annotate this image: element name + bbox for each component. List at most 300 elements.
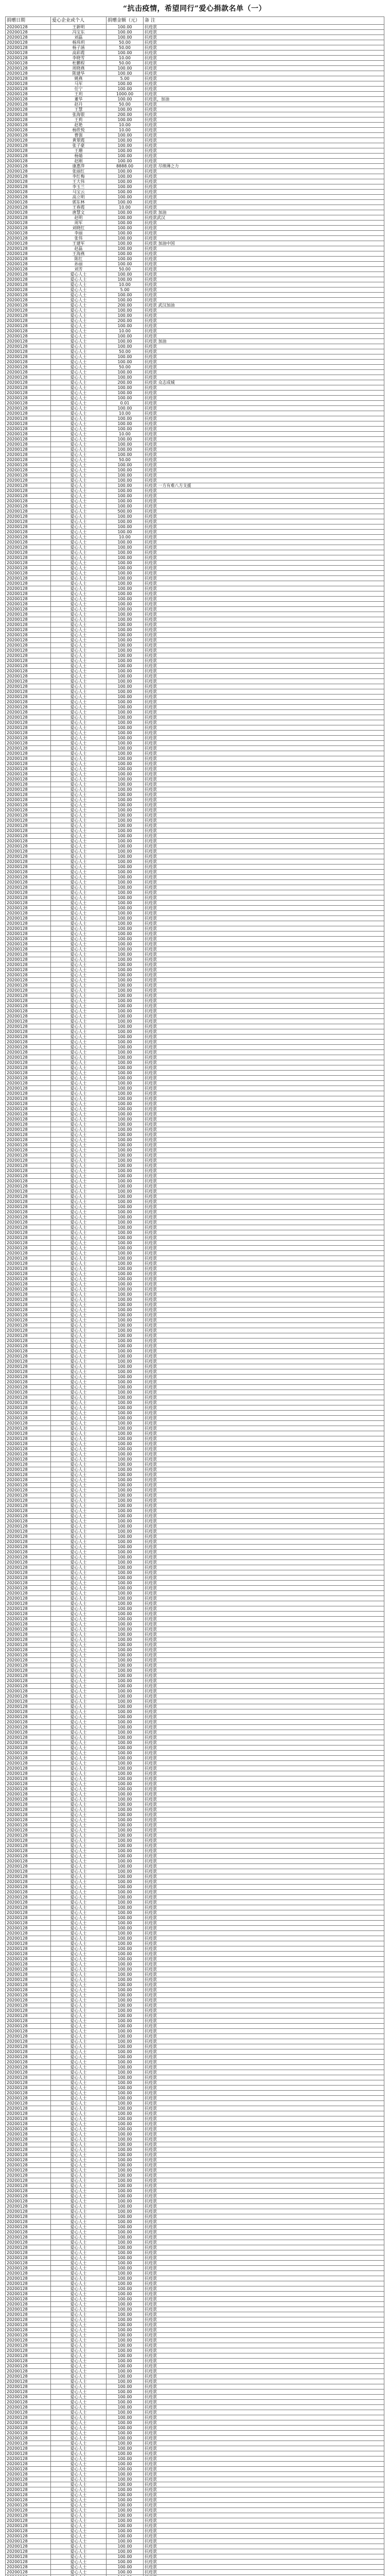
cell-note: 抗疫款 (144, 633, 384, 638)
cell-note: 抗疫款 (144, 56, 384, 61)
cell-amount: 100.00 (107, 2297, 144, 2302)
cell-donor: 爱心人士 (51, 1833, 107, 1838)
cell-date: 20200128 (6, 1400, 51, 1405)
cell-note: 抗疫款，加油 (144, 97, 384, 102)
cell-note: 抗疫款 (144, 931, 384, 937)
table-row (6, 586, 384, 591)
cell-note: 抗疫款 (144, 468, 384, 473)
table-row (6, 1658, 384, 1663)
cell-donor: 爱心人士 (51, 1715, 107, 1720)
table-row (6, 1493, 384, 1498)
cell-date: 20200128 (6, 2065, 51, 2070)
cell-amount: 100.00 (107, 772, 144, 777)
cell-date: 20200128 (6, 2565, 51, 2570)
table-row (6, 1333, 384, 1338)
cell-date: 20200128 (6, 1812, 51, 1818)
table-row (6, 792, 384, 798)
cell-donor: 爱心人士 (51, 1622, 107, 1627)
cell-donor: 爱心人士 (51, 1632, 107, 1637)
cell-note: 抗疫款 (144, 2570, 384, 2575)
cell-donor: 爱心人士 (51, 1766, 107, 1771)
cell-date: 20200128 (6, 849, 51, 854)
cell-donor: 爱心人士 (51, 2405, 107, 2410)
cell-amount: 100.00 (107, 468, 144, 473)
cell-date: 20200128 (6, 442, 51, 447)
cell-date: 20200128 (6, 643, 51, 648)
cell-donor: 爱心人士 (51, 1560, 107, 1565)
cell-note: 抗疫款 (144, 2049, 384, 2055)
cell-note: 抗疫款 (144, 880, 384, 885)
cell-donor: 爱心人士 (51, 803, 107, 808)
cell-date: 20200128 (6, 210, 51, 215)
table-row (6, 1199, 384, 1205)
cell-note: 抗疫款 (144, 277, 384, 282)
cell-donor: 爱心人士 (51, 2137, 107, 2142)
cell-amount: 50.00 (107, 365, 144, 370)
cell-donor: 马宝云 (51, 190, 107, 195)
table-row (6, 2539, 384, 2544)
cell-note: 抗疫款 (144, 488, 384, 494)
cell-donor: 爱心人士 (51, 1673, 107, 1679)
table-row (6, 1338, 384, 1344)
cell-donor: 爱心人士 (51, 1127, 107, 1132)
table-row (6, 463, 384, 468)
table-row (6, 1828, 384, 1833)
cell-donor: 爱心人士 (51, 1220, 107, 1225)
cell-donor: 爱心人士 (51, 324, 107, 329)
table-row (6, 2158, 384, 2163)
cell-note: 抗疫款 (144, 1952, 384, 1957)
cell-amount: 100.00 (107, 452, 144, 457)
cell-date: 20200128 (6, 174, 51, 179)
cell-note: 抗疫款 (144, 2199, 384, 2204)
cell-note: 抗疫款 (144, 1225, 384, 1230)
cell-donor: 爱心人士 (51, 1591, 107, 1596)
cell-date: 20200128 (6, 1575, 51, 1581)
cell-date: 20200128 (6, 2405, 51, 2410)
cell-date: 20200128 (6, 1751, 51, 1756)
cell-date: 20200128 (6, 1266, 51, 1272)
cell-amount: 100.00 (107, 2570, 144, 2575)
cell-date: 20200128 (6, 2003, 51, 2008)
cell-amount: 100.00 (107, 1390, 144, 1395)
table-row (6, 1040, 384, 1045)
table-row (6, 813, 384, 818)
cell-amount: 100.00 (107, 530, 144, 535)
cell-amount: 100.00 (107, 1478, 144, 1483)
cell-date: 20200128 (6, 1107, 51, 1112)
cell-date: 20200128 (6, 890, 51, 895)
cell-note: 抗疫款 (144, 1215, 384, 1220)
cell-amount: 10.00 (107, 432, 144, 437)
table-row (6, 2091, 384, 2096)
cell-date: 20200128 (6, 1936, 51, 1941)
cell-amount: 100.00 (107, 561, 144, 566)
cell-date: 20200128 (6, 2075, 51, 2080)
table-row (6, 2446, 384, 2451)
cell-donor: 爱心人士 (51, 2487, 107, 2493)
cell-donor: 爱心人士 (51, 901, 107, 906)
cell-date: 20200128 (6, 2225, 51, 2230)
cell-note: 抗疫款 (144, 2317, 384, 2323)
cell-amount: 100.00 (107, 2292, 144, 2297)
table-row (6, 798, 384, 803)
cell-amount: 200.00 (107, 318, 144, 324)
cell-date: 20200128 (6, 2147, 51, 2153)
table-row (6, 432, 384, 437)
table-row (6, 1184, 384, 1189)
table-row (6, 262, 384, 267)
table-row (6, 81, 384, 87)
cell-amount: 100.00 (107, 1421, 144, 1426)
cell-note: 抗疫款 (144, 767, 384, 772)
cell-donor: 爱心人士 (51, 1467, 107, 1472)
table-row (6, 452, 384, 457)
cell-amount: 100.00 (107, 195, 144, 200)
cell-donor: 爱心人士 (51, 581, 107, 586)
cell-date: 20200128 (6, 2111, 51, 2116)
table-row (6, 1035, 384, 1040)
table-row (6, 2513, 384, 2518)
cell-date: 20200128 (6, 998, 51, 1004)
cell-amount: 5.00 (107, 287, 144, 293)
cell-amount: 100.00 (107, 839, 144, 844)
cell-date: 20200128 (6, 1910, 51, 1916)
cell-date: 20200128 (6, 313, 51, 318)
cell-date: 20200128 (6, 2518, 51, 2523)
cell-date: 20200128 (6, 1277, 51, 1282)
table-row (6, 1797, 384, 1802)
table-row (6, 2317, 384, 2323)
cell-note: 抗疫款 (144, 1524, 384, 1529)
cell-donor: 爱心人士 (51, 2163, 107, 2168)
cell-note: 抗疫款 (144, 2508, 384, 2513)
table-body (6, 25, 384, 2576)
cell-date: 20200128 (6, 1797, 51, 1802)
cell-donor: 爱心人士 (51, 1745, 107, 1751)
cell-note: 抗疫款 (144, 231, 384, 236)
cell-amount: 100.00 (107, 1632, 144, 1637)
table-row (6, 1715, 384, 1720)
cell-donor: 爱心人士 (51, 391, 107, 396)
cell-amount: 100.00 (107, 2565, 144, 2570)
cell-amount: 100.00 (107, 251, 144, 257)
cell-donor: 爱心人士 (51, 1679, 107, 1684)
table-row (6, 576, 384, 581)
cell-amount: 100.00 (107, 447, 144, 452)
cell-note: 抗疫款 (144, 61, 384, 66)
cell-donor: 爱心人士 (51, 1493, 107, 1498)
cell-note: 抗疫款 (144, 1235, 384, 1241)
cell-amount: 50.00 (107, 61, 144, 66)
cell-amount: 50.00 (107, 267, 144, 272)
cell-donor: 爱心人士 (51, 318, 107, 324)
cell-donor: 爱心人士 (51, 2472, 107, 2477)
cell-date: 20200128 (6, 365, 51, 370)
cell-amount: 100.00 (107, 1004, 144, 1009)
cell-note: 抗疫款 (144, 2060, 384, 2065)
cell-note: 抗疫款 (144, 653, 384, 658)
cell-donor: 爱心人士 (51, 2116, 107, 2122)
cell-note: 抗疫款 (144, 1570, 384, 1575)
cell-donor: 爱心人士 (51, 1936, 107, 1941)
cell-donor: 爱心人士 (51, 432, 107, 437)
cell-donor: 爱心人士 (51, 669, 107, 674)
cell-amount: 100.00 (107, 1035, 144, 1040)
cell-date: 20200128 (6, 1369, 51, 1375)
table-row (6, 597, 384, 602)
cell-date: 20200128 (6, 1771, 51, 1776)
cell-date: 20200128 (6, 664, 51, 669)
cell-note: 抗疫款 (144, 1668, 384, 1673)
cell-amount: 100.00 (107, 1488, 144, 1493)
cell-note: 抗疫款 加油中国 (144, 241, 384, 246)
cell-donor: 爱心人士 (51, 679, 107, 684)
cell-donor: 爱心人士 (51, 1606, 107, 1612)
table-row (6, 1921, 384, 1926)
cell-amount: 100.00 (107, 2369, 144, 2374)
cell-note: 抗疫款 (144, 107, 384, 112)
cell-amount: 200.00 (107, 303, 144, 308)
cell-note: 抗疫款 (144, 1241, 384, 1246)
cell-amount: 100.00 (107, 2122, 144, 2127)
cell-note: 抗疫款 (144, 2328, 384, 2333)
cell-note: 抗疫款 (144, 818, 384, 823)
table-row (6, 344, 384, 349)
cell-amount: 100.00 (107, 1617, 144, 1622)
table-row (6, 2075, 384, 2080)
cell-donor: 爱心人士 (51, 2415, 107, 2420)
table-row (6, 128, 384, 133)
cell-amount: 100.00 (107, 2338, 144, 2343)
cell-date: 20200128 (6, 1488, 51, 1493)
cell-amount: 100.00 (107, 622, 144, 628)
cell-note: 抗疫款 (144, 2137, 384, 2142)
cell-donor: 爱心人士 (51, 968, 107, 973)
cell-amount: 100.00 (107, 628, 144, 633)
cell-amount: 100.00 (107, 1189, 144, 1194)
cell-date: 20200128 (6, 973, 51, 978)
cell-date: 20200128 (6, 1684, 51, 1689)
cell-amount: 100.00 (107, 591, 144, 597)
table-row (6, 1843, 384, 1849)
cell-note: 抗疫款 (144, 416, 384, 421)
table-row (6, 370, 384, 375)
table-row (6, 890, 384, 895)
cell-donor: 爱心人士 (51, 653, 107, 658)
cell-note: 抗疫款 (144, 1807, 384, 1812)
cell-note: 抗疫款 (144, 792, 384, 798)
cell-date: 20200128 (6, 1833, 51, 1838)
cell-donor: 爱心人士 (51, 1962, 107, 1967)
cell-date: 20200128 (6, 205, 51, 210)
cell-date: 20200128 (6, 1658, 51, 1663)
cell-amount: 100.00 (107, 1349, 144, 1354)
cell-date: 20200128 (6, 1225, 51, 1230)
table-row (6, 782, 384, 787)
cell-amount: 100.00 (107, 684, 144, 689)
cell-amount: 100.00 (107, 1009, 144, 1014)
cell-donor: 爱心人士 (51, 921, 107, 926)
cell-date: 20200128 (6, 2523, 51, 2529)
cell-note: 抗疫款 (144, 591, 384, 597)
table-row (6, 664, 384, 669)
cell-amount: 100.00 (107, 957, 144, 962)
cell-amount: 100.00 (107, 71, 144, 76)
cell-date: 20200128 (6, 2415, 51, 2420)
cell-amount: 100.00 (107, 1622, 144, 1627)
cell-donor: 爱心人士 (51, 2096, 107, 2101)
cell-date: 20200128 (6, 1313, 51, 1318)
table-row (6, 117, 384, 123)
cell-donor: 爱心人士 (51, 1931, 107, 1936)
cell-date: 20200128 (6, 1395, 51, 1400)
cell-amount: 100.00 (107, 612, 144, 617)
cell-date: 20200128 (6, 437, 51, 442)
table-row (6, 942, 384, 947)
cell-note: 抗疫款 (144, 1828, 384, 1833)
cell-note: 抗疫款 (144, 1493, 384, 1498)
cell-donor: 爱心人士 (51, 911, 107, 916)
cell-date: 20200128 (6, 370, 51, 375)
cell-donor: 爱心人士 (51, 401, 107, 406)
table-row (6, 952, 384, 957)
cell-donor: 爱心人士 (51, 2127, 107, 2132)
cell-date: 20200128 (6, 396, 51, 401)
cell-note: 抗疫款 (144, 2462, 384, 2467)
cell-note: 抗疫款 (144, 205, 384, 210)
cell-donor: 杨欣悦 (51, 128, 107, 133)
table-row (6, 313, 384, 318)
cell-date: 20200128 (6, 2158, 51, 2163)
cell-date: 20200128 (6, 215, 51, 221)
cell-donor: 爱心人士 (51, 1333, 107, 1338)
cell-date: 20200128 (6, 2389, 51, 2395)
cell-amount: 100.00 (107, 1241, 144, 1246)
cell-amount: 100.00 (107, 2235, 144, 2240)
cell-date: 20200128 (6, 92, 51, 97)
cell-note: 抗疫款 (144, 1112, 384, 1117)
cell-amount: 100.00 (107, 1890, 144, 1895)
cell-date: 20200128 (6, 803, 51, 808)
cell-donor: 爱心人士 (51, 813, 107, 818)
cell-donor: 爱心人士 (51, 2369, 107, 2374)
cell-note: 抗疫款 (144, 834, 384, 839)
table-row (6, 1071, 384, 1076)
cell-note: 抗疫款 (144, 494, 384, 499)
table-row (6, 1313, 384, 1318)
cell-date: 20200128 (6, 1251, 51, 1256)
table-row (6, 1385, 384, 1390)
cell-date: 20200128 (6, 1060, 51, 1065)
cell-note: 抗疫款 (144, 2456, 384, 2462)
cell-donor: 赵艳 (51, 123, 107, 128)
cell-amount: 100.00 (107, 2374, 144, 2379)
cell-donor: 爱心人士 (51, 1586, 107, 1591)
cell-amount: 100.00 (107, 1534, 144, 1539)
cell-amount: 100.00 (107, 2426, 144, 2431)
cell-amount: 100.00 (107, 1586, 144, 1591)
cell-note: 抗疫款 (144, 2292, 384, 2297)
table-row (6, 164, 384, 169)
table-row (6, 1272, 384, 1277)
table-row (6, 1524, 384, 1529)
table-row (6, 2163, 384, 2168)
table-row (6, 591, 384, 597)
table-row (6, 1529, 384, 1534)
cell-amount: 100.00 (107, 803, 144, 808)
table-row (6, 2271, 384, 2276)
cell-note: 抗疫款 (144, 2498, 384, 2503)
cell-note: 抗疫款 (144, 1462, 384, 1467)
cell-donor: 黄翠霞 (51, 138, 107, 143)
cell-note: 抗疫款 (144, 1364, 384, 1369)
cell-amount: 100.00 (107, 633, 144, 638)
table-row (6, 973, 384, 978)
cell-date: 20200128 (6, 1416, 51, 1421)
cell-amount: 100.00 (107, 545, 144, 550)
cell-note: 抗疫款 (144, 267, 384, 272)
cell-date: 20200128 (6, 1143, 51, 1148)
cell-donor: 爱心人士 (51, 586, 107, 591)
table-row (6, 2302, 384, 2307)
cell-note: 抗疫款 (144, 705, 384, 710)
cell-date: 20200128 (6, 1122, 51, 1127)
cell-date: 20200128 (6, 1282, 51, 1287)
cell-donor: 爱心人士 (51, 937, 107, 942)
cell-date: 20200128 (6, 1606, 51, 1612)
cell-donor: 爱心人士 (51, 1498, 107, 1503)
cell-amount: 100.00 (107, 1261, 144, 1266)
cell-note: 抗疫款 (144, 530, 384, 535)
cell-amount: 100.00 (107, 1493, 144, 1498)
table-row (6, 1972, 384, 1977)
cell-donor: 爱心人士 (51, 1509, 107, 1514)
table-row (6, 1782, 384, 1787)
cell-amount: 100.00 (107, 1462, 144, 1467)
cell-donor: 爱心人士 (51, 2194, 107, 2199)
table-row (6, 875, 384, 880)
cell-donor: 爱心人士 (51, 617, 107, 622)
table-row (6, 2359, 384, 2364)
cell-note: 抗疫款 (144, 2487, 384, 2493)
table-row (6, 1993, 384, 1998)
cell-amount: 100.00 (107, 2147, 144, 2153)
cell-donor: 爱心人士 (51, 1519, 107, 1524)
cell-donor: 爱心人士 (51, 1488, 107, 1493)
cell-donor: 爱心人士 (51, 1472, 107, 1478)
table-row (6, 638, 384, 643)
cell-amount: 100.00 (107, 1565, 144, 1570)
cell-donor: 爱心人士 (51, 2343, 107, 2348)
table-row (6, 1076, 384, 1081)
cell-date: 20200128 (6, 257, 51, 262)
cell-date: 20200128 (6, 720, 51, 725)
table-row (6, 2307, 384, 2312)
cell-donor: 爱心人士 (51, 2477, 107, 2482)
cell-donor: 爱心人士 (51, 1101, 107, 1107)
table-row (6, 710, 384, 715)
cell-note: 抗疫款 (144, 1642, 384, 1648)
cell-date: 20200128 (6, 1807, 51, 1812)
cell-donor: 爱心人士 (51, 2451, 107, 2456)
table-row (6, 1354, 384, 1359)
cell-date: 20200128 (6, 1869, 51, 1874)
cell-date: 20200128 (6, 1483, 51, 1488)
cell-donor: 爱心人士 (51, 638, 107, 643)
cell-donor: 爱心人士 (51, 504, 107, 509)
cell-donor: 爱心人士 (51, 2122, 107, 2127)
